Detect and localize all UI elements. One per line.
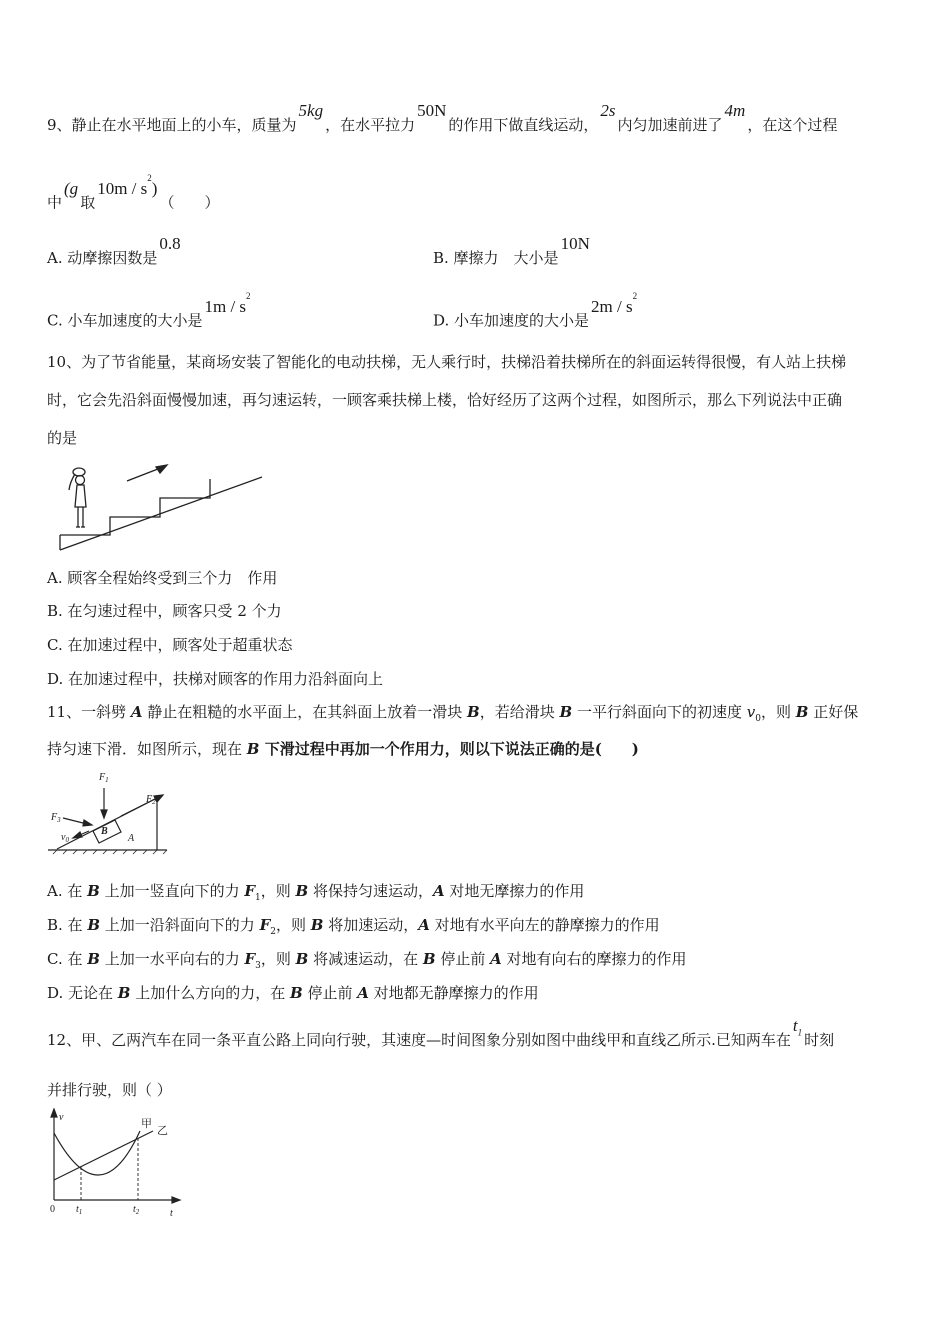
escalator-figure	[55, 460, 270, 555]
q9-line2: 中(g取$10m / s^2$)（ ）	[47, 173, 220, 212]
q12-line1: 12、甲、乙两汽车在同一条平直公路上同向行驶，其速度—时间图象分别如图中曲线甲和直线乙所示.已知两车在$t_1$ 时刻	[47, 1016, 835, 1049]
svg-text:A: A	[128, 833, 135, 844]
svg-text:v: v	[59, 1112, 64, 1123]
svg-text:F3: $F_3$	[51, 812, 61, 824]
svg-text:v0: $v_0$	[61, 832, 69, 844]
svg-text:0: 0	[50, 1204, 55, 1215]
q11-option-c: C. 在 B 上加一水平向右的力 $F_3$，则 B 将减速运动，在 B 停止前 A 对地有向右的摩擦力的作用	[47, 950, 687, 971]
q9-option-d: D. 小车加速度的大小是$2m / s^2$	[433, 291, 638, 330]
q10-option-b: B. 在匀速过程中，顾客只受 2 个力	[47, 602, 282, 620]
incline-figure	[45, 768, 175, 858]
q9-option-c: C. 小车加速度的大小是$1m / s^2$	[47, 291, 251, 330]
svg-text:t1: $t_1$	[76, 1204, 83, 1216]
svg-text:F2: $F_2$	[146, 794, 156, 806]
q10-line2: 时，它会先沿斜面慢慢加速，再匀速运转，一顾客乘扶梯上楼，恰好经历了这两个过程，如图所示，那么下列说法中正确	[47, 391, 843, 409]
svg-text:甲: 甲	[141, 1117, 152, 1130]
q11-line1: 11、一斜劈 A 静止在粗糙的水平面上，在其斜面上放着一滑块 B，若给滑块 B 一平行斜面向下的初速度 $v_0$，则 B 正好保	[47, 703, 859, 724]
q12-line2: 并排行驶，则（ ）	[47, 1081, 172, 1099]
svg-text:B: B	[101, 826, 108, 837]
svg-text:F1: $F_1$	[99, 772, 109, 784]
q10-option-c: C. 在加速过程中，顾客处于超重状态	[47, 636, 293, 654]
q11-option-d: D. 无论在 B 上加什么方向的力，在 B 停止前 A 对地都无静摩擦力的作用	[47, 984, 539, 1002]
svg-text:t2: $t_2$	[133, 1204, 140, 1216]
q10-line1: 10、为了节省能量，某商场安装了智能化的电动扶梯，无人乘行时，扶梯沿着扶梯所在的斜面运转得很慢，有人站上扶梯	[47, 353, 847, 371]
q9-option-a: A. 动摩擦因数是0.8	[47, 234, 181, 267]
q11-option-b: B. 在 B 上加一沿斜面向下的力 $F_2$，则 B 将加速运动，A 对地有水平向左的静摩擦力的作用	[47, 916, 660, 937]
q10-option-a: A. 顾客全程始终受到三个力 作用	[47, 569, 278, 587]
svg-text:t: t	[170, 1208, 173, 1218]
q10-option-d: D. 在加速过程中，扶梯对顾客的作用力沿斜面向上	[47, 670, 384, 688]
q10-line3: 的是	[47, 429, 78, 447]
vt-graph-figure	[45, 1108, 185, 1218]
q11-option-a: A. 在 B 上加一竖直向下的力 $F_1$，则 B 将保持匀速运动，A 对地无摩擦力的作用	[47, 882, 585, 903]
q9-line1: 9、静止在水平地面上的小车，质量为5kg，在水平拉力50N的作用下做直线运动，2s内匀加速前进了4m，在这个过程	[47, 101, 838, 134]
q11-line2: 持匀速下滑．如图所示，现在 B 下滑过程中再加一个作用力，则以下说法正确的是( )	[47, 740, 639, 758]
q9-option-b: B. 摩擦力 大小是10N	[433, 234, 590, 267]
svg-text:乙: 乙	[157, 1124, 168, 1137]
